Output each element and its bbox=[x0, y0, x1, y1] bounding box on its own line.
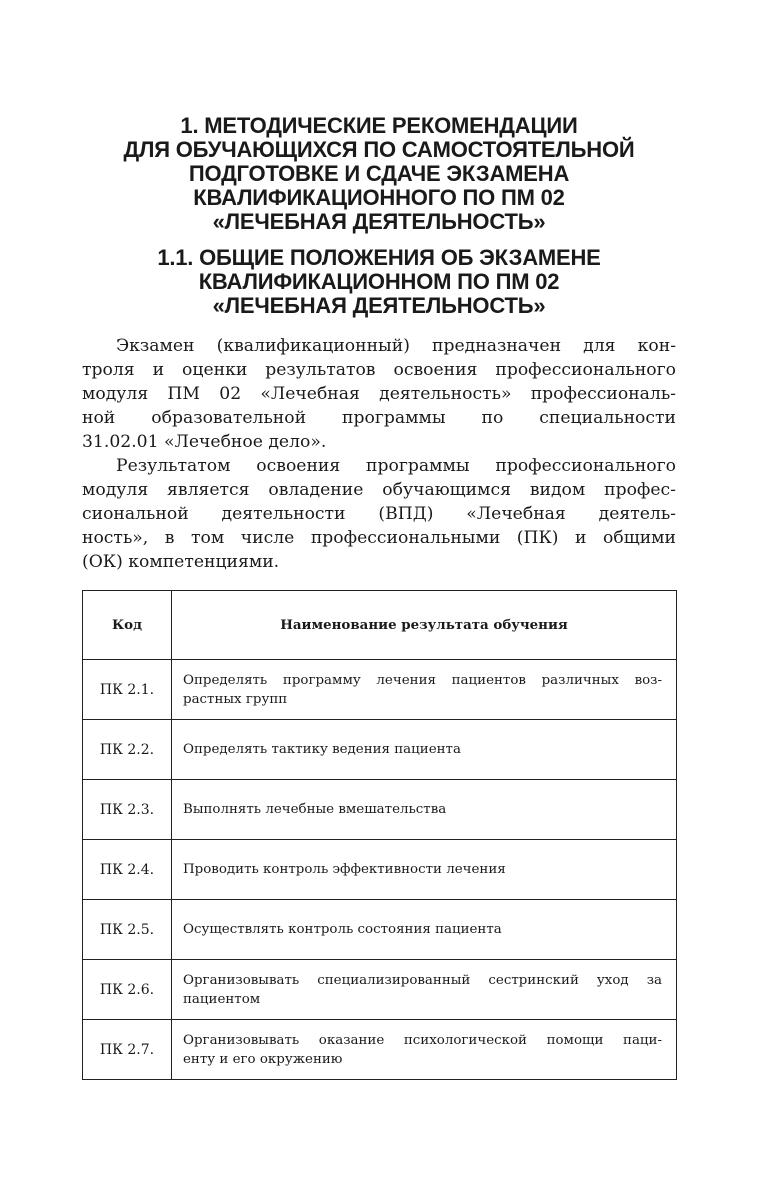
competencies-table bbox=[82, 590, 677, 1080]
paragraph-line: сиональной деятельности (ВПД) «Лечебная деятель- bbox=[82, 504, 676, 524]
paragraph-line: Результатом освоения программы профессионального bbox=[116, 456, 676, 476]
heading-line: «ЛЕЧЕБНАЯ ДЕЯТЕЛЬНОСТЬ» bbox=[212, 209, 546, 234]
page-content bbox=[82, 114, 676, 574]
column-header-name: Наименование результата обучения bbox=[172, 591, 677, 660]
competency-code: ПК 2.7. bbox=[83, 1020, 172, 1080]
subheading-line: «ЛЕЧЕБНАЯ ДЕЯТЕЛЬНОСТЬ» bbox=[212, 293, 546, 318]
table-row bbox=[83, 960, 677, 1020]
table-row bbox=[83, 660, 677, 720]
table-row bbox=[83, 780, 677, 840]
paragraph-exam-purpose bbox=[82, 334, 676, 454]
description-line: Организовывать специализированный сестринский уход за bbox=[183, 972, 662, 988]
table-row bbox=[83, 1020, 677, 1080]
paragraph-line: модуля ПМ 02 «Лечебная деятельность» профессиональ- bbox=[82, 384, 676, 404]
description-line: Определять тактику ведения пациента bbox=[183, 742, 461, 757]
subheading-line: КВАЛИФИКАЦИОННОМ ПО ПМ 02 bbox=[198, 269, 560, 294]
table-row bbox=[83, 900, 677, 960]
competency-description bbox=[172, 900, 677, 960]
description-line: Проводить контроль эффективности лечения bbox=[183, 862, 506, 877]
competency-description bbox=[172, 840, 677, 900]
paragraph-line: модуля является овладение обучающимся видом профес- bbox=[82, 480, 676, 500]
competency-code: ПК 2.6. bbox=[83, 960, 172, 1020]
heading-line: ПОДГОТОВКЕ И СДАЧЕ ЭКЗАМЕНА bbox=[188, 161, 570, 186]
paragraph-line: троля и оценки результатов освоения профессионального bbox=[82, 360, 676, 380]
section-heading bbox=[82, 114, 676, 234]
competency-description bbox=[172, 660, 677, 720]
description-line: Организовывать оказание психологической помощи паци- bbox=[183, 1032, 662, 1048]
description-line: Выполнять лечебные вмешательства bbox=[183, 802, 447, 817]
competency-description bbox=[172, 780, 677, 840]
heading-line: КВАЛИФИКАЦИОННОГО ПО ПМ 02 bbox=[193, 185, 565, 210]
description-line: енту и его окружению bbox=[183, 1051, 343, 1067]
description-line: растных групп bbox=[183, 691, 288, 707]
competency-code: ПК 2.4. bbox=[83, 840, 172, 900]
competency-description bbox=[172, 1020, 677, 1080]
competency-code: ПК 2.1. bbox=[83, 660, 172, 720]
competency-description bbox=[172, 960, 677, 1020]
competency-code: ПК 2.2. bbox=[83, 720, 172, 780]
column-header-code: Код bbox=[83, 591, 172, 660]
competency-code: ПК 2.5. bbox=[83, 900, 172, 960]
paragraph-line: Экзамен (квалификационный) предназначен для кон- bbox=[116, 336, 676, 356]
paragraph-line: ной образовательной программы по специальности bbox=[82, 408, 676, 428]
competency-code: ПК 2.3. bbox=[83, 780, 172, 840]
subsection-heading bbox=[82, 246, 676, 318]
table-header-row bbox=[83, 591, 677, 660]
table-row bbox=[83, 840, 677, 900]
paragraph-line: 31.02.01 «Лечебное дело». bbox=[82, 432, 327, 452]
table-row bbox=[83, 720, 677, 780]
description-line: Определять программу лечения пациентов различных воз- bbox=[183, 672, 662, 688]
paragraph-line: (ОК) компетенциями. bbox=[82, 552, 280, 572]
paragraph-learning-result bbox=[82, 454, 676, 574]
competency-description bbox=[172, 720, 677, 780]
paragraph-line: ность», в том числе профессиональными (ПК) и общими bbox=[82, 528, 676, 548]
description-line: Осуществлять контроль состояния пациента bbox=[183, 922, 502, 937]
subheading-line: 1.1. ОБЩИЕ ПОЛОЖЕНИЯ ОБ ЭКЗАМЕНЕ bbox=[157, 245, 601, 270]
heading-line: 1. МЕТОДИЧЕСКИЕ РЕКОМЕНДАЦИИ bbox=[180, 113, 578, 138]
heading-line: ДЛЯ ОБУЧАЮЩИХСЯ ПО САМОСТОЯТЕЛЬНОЙ bbox=[123, 137, 635, 162]
description-line: пациентом bbox=[183, 991, 261, 1007]
